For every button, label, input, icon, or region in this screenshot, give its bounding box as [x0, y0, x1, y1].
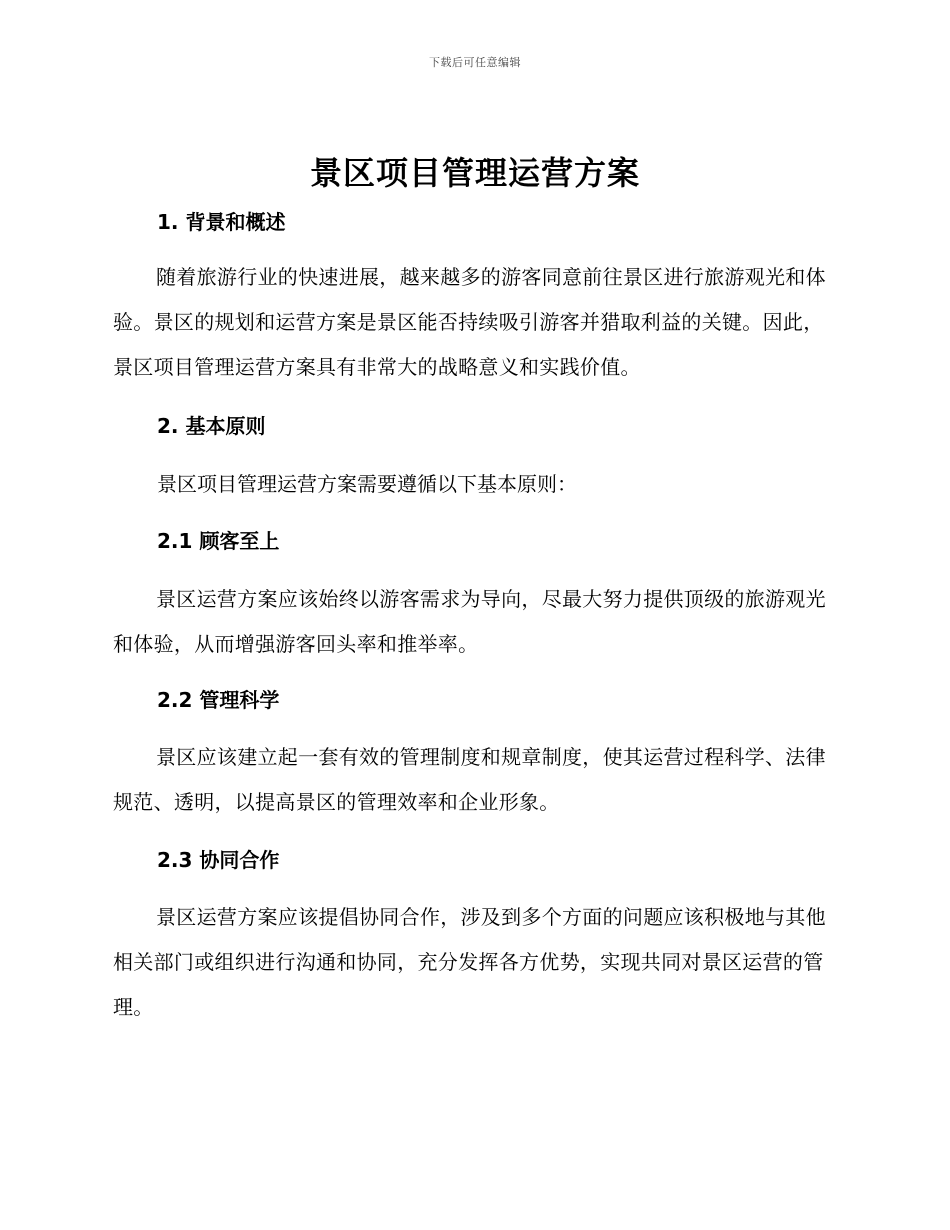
section-2-3-paragraph: 景区运营方案应该提倡协同合作，涉及到多个方面的问题应该积极地与其他相关部门或组织进行沟通和协同，充分发挥各方优势，实现共同对景区运营的管理。: [113, 905, 826, 1019]
section-2-2-heading: 2.2 管理科学: [157, 688, 280, 712]
section-1-heading: 1. 背景和概述: [157, 210, 286, 234]
section-2-3-heading: 2.3 协同合作: [157, 848, 280, 872]
section-2-1-paragraph: 景区运营方案应该始终以游客需求为导向，尽最大努力提供顶级的旅游观光和体验，从而增强游客回头率和推举率。: [113, 587, 826, 656]
section-2-1-heading: 2.1 顾客至上: [157, 529, 280, 553]
section-2-intro: 景区项目管理运营方案需要遵循以下基本原则：: [157, 472, 577, 496]
document-title: 景区项目管理运营方案: [309, 154, 640, 192]
section-2-2-paragraph: 景区应该建立起一套有效的管理制度和规章制度，使其运营过程科学、法律规范、透明，以提高景区的管理效率和企业形象。: [113, 745, 826, 814]
section-1-paragraph: 随着旅游行业的快速进展，越来越多的游客同意前往景区进行旅游观光和体验。景区的规划和运营方案是景区能否持续吸引游客并猎取利益的关键。因此，景区项目管理运营方案具有非常大的战略意义和实践价值。: [113, 265, 826, 379]
section-2-heading: 2. 基本原则: [157, 414, 266, 438]
page-header-note: 下载后可任意编辑: [429, 56, 521, 69]
